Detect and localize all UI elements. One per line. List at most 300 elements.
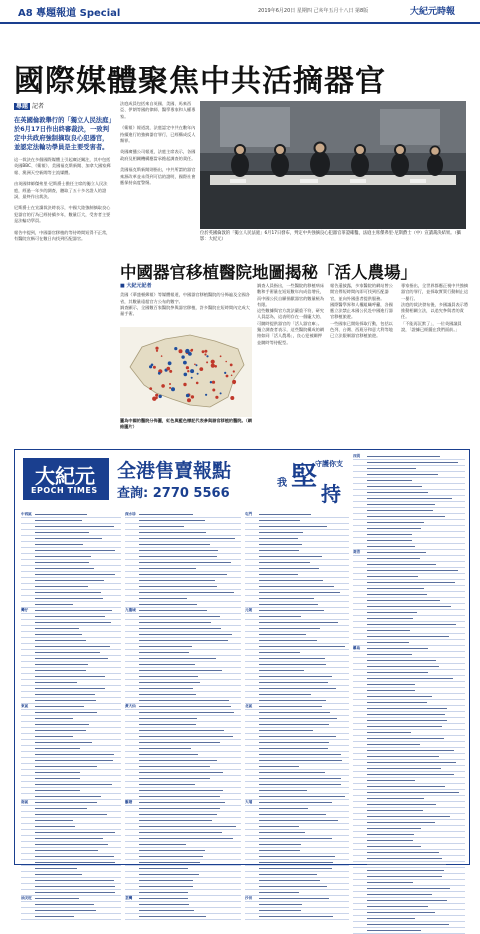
paragraph: 國際醫學界和人權組織呼籲，各國應立法禁止本國公民赴中國進行器官移植旅遊。 bbox=[330, 301, 393, 320]
paragraph: 報告還披露，多家醫院的網站曾公開宣傳短時間內即可找到匹配器官，並向外國患者提供服務。 bbox=[330, 283, 393, 301]
vendor-address-line bbox=[367, 876, 442, 878]
hospital-marker bbox=[156, 397, 158, 399]
vendor-address-line bbox=[139, 538, 235, 540]
vendor-address-line bbox=[139, 778, 210, 780]
vendor-address-line bbox=[35, 658, 108, 660]
vendor-address-line bbox=[367, 870, 444, 872]
slogan-char: 守護你支 bbox=[315, 459, 343, 468]
hospital-marker bbox=[230, 364, 233, 367]
hospital-marker bbox=[191, 377, 193, 379]
vendor-address-line bbox=[259, 724, 329, 726]
logo-chinese: 大紀元 bbox=[35, 464, 95, 488]
vendor-address-line bbox=[367, 702, 427, 704]
hospital-marker bbox=[196, 364, 198, 366]
article-middle-column bbox=[120, 101, 196, 186]
vendor-address-line bbox=[367, 792, 459, 794]
vendor-address-line bbox=[139, 904, 189, 906]
vendor-address-line bbox=[367, 546, 415, 548]
vendor-address-line bbox=[35, 706, 84, 708]
vendor-address-line bbox=[259, 874, 317, 876]
hospital-marker bbox=[226, 375, 229, 378]
vendor-address-line bbox=[259, 904, 302, 906]
vendor-address-line bbox=[259, 796, 345, 798]
hospital-marker bbox=[149, 365, 152, 368]
slogan-char: 持 bbox=[321, 482, 341, 506]
vendor-address-line bbox=[139, 760, 217, 762]
vendor-address-line bbox=[259, 664, 326, 666]
hospital-marker bbox=[158, 372, 161, 375]
vendor-address-line bbox=[367, 726, 442, 728]
vendor-address-line bbox=[139, 634, 232, 636]
vendor-address-line bbox=[35, 694, 95, 696]
vendor-address-line bbox=[35, 790, 80, 792]
paragraph: 專家指出，全世界都應正視中共強摘器官的罪行，並採取實質行動制止這一暴行。 bbox=[401, 283, 469, 301]
vendor-address-line bbox=[35, 850, 98, 852]
vendor-address-line bbox=[367, 834, 414, 836]
vendor-address-line bbox=[139, 874, 199, 876]
vendor-address-line bbox=[35, 718, 73, 720]
vendor-address-line bbox=[367, 594, 427, 596]
vendor-address-line bbox=[35, 844, 108, 846]
vendor-address-line bbox=[139, 628, 221, 630]
vendor-address-line bbox=[139, 520, 205, 522]
vendor-address-line bbox=[139, 550, 218, 552]
vendor-address-line bbox=[139, 802, 225, 804]
vendor-address-line bbox=[139, 526, 184, 528]
vendor-address-line bbox=[35, 556, 91, 558]
vendor-address-line bbox=[367, 744, 420, 746]
paragraph: 調查人員指出，一些醫院的移植病床數和手術量在短短數年內成倍增長，而中國公民自願捐獻器官的數量極為有限。 bbox=[257, 283, 325, 307]
vendor-address-line bbox=[259, 892, 299, 894]
vendor-address-line bbox=[35, 778, 80, 780]
vendor-address-line bbox=[139, 838, 233, 840]
hospital-marker bbox=[233, 382, 235, 384]
vendor-address-line bbox=[139, 718, 197, 720]
hospital-marker bbox=[161, 355, 163, 357]
vendor-address-line bbox=[367, 474, 438, 476]
vendor-address-line bbox=[367, 636, 449, 638]
vendor-row bbox=[245, 914, 349, 920]
vendor-address-line bbox=[35, 904, 94, 906]
vendor-address-line bbox=[35, 868, 77, 870]
vendor-address-line bbox=[35, 736, 73, 738]
vendor-address-line bbox=[35, 862, 115, 864]
hospital-marker bbox=[155, 394, 158, 397]
hospital-marker bbox=[196, 382, 199, 385]
vendor-address-line bbox=[367, 750, 454, 752]
vendor-address-line bbox=[367, 918, 415, 920]
author-tag bbox=[14, 101, 112, 110]
vendor-address-line bbox=[259, 790, 307, 792]
map-caption: 圖為中國的醫院分佈圖，紅色與藍色標記代表參與器官移植的醫院。（網絡圖片） bbox=[120, 418, 252, 429]
hospital-marker bbox=[181, 355, 184, 358]
vendor-address-line bbox=[367, 660, 436, 662]
vendor-address-line bbox=[139, 532, 206, 534]
paragraph: 尼斯爵士在宣讀裁決時表示，中國大陸強制摘取良心犯器官的行為已經持續多年，數量巨大，受害者主要是法輪功學員。 bbox=[14, 205, 111, 224]
masthead-logo: 大紀元時報 bbox=[410, 7, 456, 17]
paragraph: 一些國家已開始採取行動，包括以色列、台灣、西班牙和意大利等地已立法限制器官移植旅遊。 bbox=[330, 320, 393, 339]
epoch-times-logo bbox=[23, 458, 109, 500]
vendor-address-line bbox=[35, 664, 88, 666]
hospital-marker bbox=[191, 395, 194, 398]
vendor-address-line bbox=[139, 916, 206, 918]
vendor-address-line bbox=[35, 592, 101, 594]
vendor-address-line bbox=[35, 562, 89, 564]
vendor-address-line bbox=[35, 598, 103, 600]
district-label: 西貢 bbox=[353, 454, 361, 458]
vendor-address-line bbox=[367, 630, 410, 632]
vendor-address-line bbox=[139, 856, 203, 858]
vendor-address-line bbox=[367, 864, 446, 866]
vendor-address-line bbox=[139, 664, 195, 666]
vendor-address-line bbox=[139, 640, 228, 642]
vendor-address-line bbox=[367, 552, 426, 554]
vendor-address-line bbox=[259, 694, 311, 696]
slogan-char: 堅 bbox=[291, 462, 318, 492]
vendor-row bbox=[353, 928, 465, 934]
directory-column bbox=[125, 512, 241, 920]
vendor-address-line bbox=[139, 652, 189, 654]
vendor-address-line bbox=[259, 574, 298, 576]
vendor-address-line bbox=[35, 886, 115, 888]
vendor-address-line bbox=[367, 624, 456, 626]
vendor-address-line bbox=[259, 748, 328, 750]
vendor-address-line bbox=[139, 850, 205, 852]
vendor-address-line bbox=[139, 568, 196, 570]
paragraph: 美國《華盛頓郵報》等媒體報道，中國器官移植醫院的分佈遍及全國各省，其數量遠超官方公布的數字。 bbox=[120, 292, 250, 304]
vendor-address-line bbox=[35, 880, 114, 882]
vendor-address-line bbox=[259, 616, 301, 618]
vendor-address-line bbox=[259, 598, 314, 600]
district-label: 黃大仙 bbox=[125, 704, 136, 708]
district-label: 荃灣 bbox=[125, 896, 133, 900]
article2-column-2 bbox=[257, 283, 325, 443]
vendor-address-line bbox=[367, 924, 449, 926]
vendor-address-line bbox=[259, 868, 332, 870]
vendor-address-line bbox=[259, 760, 342, 762]
vendor-address-line bbox=[259, 676, 332, 678]
vendor-address-line bbox=[35, 796, 101, 798]
vendor-address-line bbox=[35, 676, 105, 678]
vendor-address-line bbox=[35, 892, 115, 894]
vendor-address-line bbox=[259, 550, 299, 552]
vendor-address-line bbox=[35, 730, 86, 732]
hospital-marker bbox=[220, 392, 222, 394]
hospital-marker bbox=[194, 364, 196, 366]
page-headline: 國際媒體聚焦中共活摘器官 bbox=[14, 64, 386, 99]
vendor-address-line bbox=[139, 592, 234, 594]
vendor-address-line bbox=[35, 646, 110, 648]
vendor-address-line bbox=[35, 874, 82, 876]
vendor-address-line bbox=[139, 562, 231, 564]
vendor-address-line bbox=[35, 742, 92, 744]
author-name: 記者 bbox=[31, 103, 44, 110]
vendor-address-line bbox=[367, 480, 412, 482]
vendor-address-line bbox=[35, 580, 104, 582]
district-label: 元朗 bbox=[245, 608, 253, 612]
hospital-marker bbox=[190, 369, 194, 373]
vendor-address-line bbox=[259, 838, 332, 840]
vendor-address-line bbox=[259, 586, 334, 588]
vendor-address-line bbox=[139, 796, 220, 798]
paragraph: 這一裁決在多個國際媒體上引起廣泛關注，其中包括英國BBC、《衛報》、美國福克斯新聞、加拿大國家郵報、澳洲天空新聞等主流媒體。 bbox=[14, 157, 111, 175]
vendor-address-line bbox=[259, 514, 311, 516]
hospital-marker bbox=[231, 375, 233, 377]
vendor-address-line bbox=[367, 738, 444, 740]
vendor-address-line bbox=[35, 682, 77, 684]
vendor-address-line bbox=[259, 682, 328, 684]
vendor-address-line bbox=[367, 534, 412, 536]
vendor-address-line bbox=[35, 568, 94, 570]
vendor-address-line bbox=[259, 688, 336, 690]
paragraph: 英國廣播公司報道，法庭主席表示，各國政府及相關機構應當承擔起調查的責任。 bbox=[120, 149, 196, 161]
ad-slogan bbox=[277, 456, 347, 510]
vendor-address-line bbox=[259, 808, 308, 810]
vendor-address-line bbox=[35, 724, 89, 726]
vendor-address-line bbox=[367, 846, 421, 848]
vendor-address-line bbox=[259, 706, 322, 708]
vendor-address-line bbox=[367, 810, 423, 812]
vendor-address-line bbox=[259, 784, 341, 786]
vendor-address-line bbox=[139, 724, 196, 726]
vendor-address-line bbox=[367, 612, 417, 614]
vendor-address-line bbox=[35, 700, 96, 702]
vendor-address-line bbox=[139, 748, 191, 750]
vendor-address-line bbox=[259, 622, 338, 624]
paragraph: 《衛報》報道說，法庭認定中共在數年內持續進行的強摘器官罪行，已經構成反人類罪。 bbox=[120, 125, 196, 144]
vendor-address-line bbox=[35, 538, 102, 540]
vendor-address-line bbox=[367, 906, 428, 908]
vendor-address-line bbox=[139, 544, 210, 546]
vendor-address-line bbox=[139, 736, 233, 738]
article2-byline: ■ 大紀元記者 bbox=[120, 283, 152, 289]
hospital-marker bbox=[149, 387, 152, 390]
vendor-address-line bbox=[367, 486, 422, 488]
paragraph: 這些數據與官方說法嚴重不符，研究人員認為，這表明存在一個龐大的、可隨時提供器官的「活人器官庫」。 bbox=[257, 308, 325, 326]
paragraph: 調查顯示，全國數百家醫院參與器官移植，許多醫院在短時間內完成大量手術。 bbox=[120, 304, 250, 317]
vendor-address-line bbox=[35, 760, 113, 762]
vendor-address-line bbox=[35, 766, 97, 768]
district-label: 九龍城 bbox=[125, 608, 136, 612]
vendor-address-line bbox=[139, 814, 217, 816]
vendor-address-line bbox=[139, 862, 200, 864]
vendor-address-line bbox=[259, 856, 335, 858]
vendor-address-line bbox=[139, 514, 193, 516]
vendor-address-line bbox=[367, 558, 420, 560]
vendor-address-line bbox=[139, 910, 194, 912]
hospital-marker bbox=[212, 389, 215, 392]
district-label: 油尖旺 bbox=[21, 896, 32, 900]
hospital-marker bbox=[202, 350, 205, 353]
vendor-address-line bbox=[367, 582, 455, 584]
vendor-address-line bbox=[35, 802, 97, 804]
vendor-address-line bbox=[35, 814, 107, 816]
vendor-address-line bbox=[35, 544, 83, 546]
vendor-address-line bbox=[139, 712, 234, 714]
vendor-address-line bbox=[139, 766, 210, 768]
vendor-address-line bbox=[367, 840, 413, 842]
vendor-address-line bbox=[367, 672, 428, 674]
vendor-address-line bbox=[367, 774, 454, 776]
vendor-address-line bbox=[259, 640, 317, 642]
vendor-address-line bbox=[139, 730, 224, 732]
vendor-address-line bbox=[259, 880, 320, 882]
vendor-address-line bbox=[367, 894, 432, 896]
vendor-address-line bbox=[367, 678, 453, 680]
vendor-address-line bbox=[139, 754, 198, 756]
hospital-marker bbox=[204, 353, 206, 355]
vendor-address-line bbox=[367, 804, 436, 806]
vendor-address-line bbox=[367, 930, 421, 932]
district-label: 灣仔 bbox=[21, 608, 29, 612]
vendor-address-line bbox=[259, 526, 327, 528]
hospital-marker bbox=[155, 347, 158, 350]
vendor-address-line bbox=[139, 706, 231, 708]
vendor-address-line bbox=[259, 562, 310, 564]
vendor-address-line bbox=[259, 532, 303, 534]
vendor-address-line bbox=[35, 754, 114, 756]
vendor-address-line bbox=[259, 730, 313, 732]
district-label: 北區 bbox=[245, 704, 253, 708]
hospital-marker bbox=[212, 381, 215, 384]
logo-english: EPOCH TIMES bbox=[31, 486, 98, 495]
vendor-address-line bbox=[139, 598, 187, 600]
vendor-address-line bbox=[367, 654, 412, 656]
hospital-marker bbox=[179, 349, 183, 353]
vendor-address-line bbox=[35, 826, 75, 828]
section-label: A8 專題報道 Special bbox=[18, 8, 121, 19]
district-label: 大埔 bbox=[245, 800, 253, 804]
vendor-address-line bbox=[35, 616, 105, 618]
vendor-address-line bbox=[35, 604, 73, 606]
vendor-address-line bbox=[139, 898, 188, 900]
vendor-address-line bbox=[259, 646, 345, 648]
vendor-address-line bbox=[139, 784, 195, 786]
vendor-address-line bbox=[367, 606, 451, 608]
hospital-marker bbox=[211, 364, 215, 368]
vendor-address-line bbox=[259, 670, 304, 672]
vendor-address-line bbox=[35, 712, 97, 714]
vendor-address-line bbox=[367, 708, 447, 710]
hospital-marker bbox=[183, 383, 186, 386]
vendor-address-line bbox=[35, 628, 79, 630]
vendor-address-line bbox=[139, 604, 197, 606]
vendor-address-line bbox=[139, 886, 193, 888]
hospital-marker bbox=[156, 350, 158, 352]
vendor-address-line bbox=[139, 580, 215, 582]
vendor-address-line bbox=[367, 696, 432, 698]
vendor-address-line bbox=[139, 688, 193, 690]
hospital-marker bbox=[152, 397, 156, 401]
paragraph: 報告中提到，中國器官移植的等待時間短得不正常，有醫院宣稱可在數日內找到匹配器官。 bbox=[14, 229, 111, 242]
vendor-address-line bbox=[35, 514, 87, 516]
vendor-address-line bbox=[35, 898, 79, 900]
paragraph: 「不能再沉默了」，一位英國議員說，「證據已經擺在我們面前。」 bbox=[401, 320, 462, 333]
vendor-address-line bbox=[35, 910, 96, 912]
vendor-address-line bbox=[367, 798, 424, 800]
vendor-address-line bbox=[259, 580, 323, 582]
vendor-address-line bbox=[139, 694, 196, 696]
district-label: 中西區 bbox=[21, 512, 32, 516]
vendor-address-line bbox=[139, 868, 188, 870]
vendor-address-line bbox=[139, 586, 217, 588]
vendor-address-line bbox=[139, 826, 236, 828]
vendor-address-line bbox=[367, 618, 413, 620]
vendor-address-line bbox=[367, 570, 458, 572]
hospital-marker bbox=[190, 349, 193, 352]
vendor-address-line bbox=[259, 802, 332, 804]
hospital-marker bbox=[206, 355, 208, 357]
district-label: 屯門 bbox=[245, 512, 253, 516]
vendor-address-line bbox=[367, 522, 424, 524]
hospital-marker bbox=[233, 370, 235, 372]
vendor-address-line bbox=[139, 574, 227, 576]
vendor-address-line bbox=[367, 732, 411, 734]
vendor-address-line bbox=[367, 600, 440, 602]
vendor-address-line bbox=[367, 498, 452, 500]
vendor-address-line bbox=[35, 622, 111, 624]
vendor-address-line bbox=[259, 754, 341, 756]
vendor-address-line bbox=[259, 658, 325, 660]
district-label: 觀塘 bbox=[125, 800, 133, 804]
vendor-address-line bbox=[259, 772, 325, 774]
district-label: 離島 bbox=[353, 646, 361, 650]
hospital-marker bbox=[210, 381, 212, 383]
district-label: 深水埗 bbox=[125, 512, 136, 516]
vendor-address-line bbox=[367, 912, 435, 914]
hospital-marker bbox=[171, 387, 175, 391]
hospital-marker bbox=[199, 367, 203, 371]
vendor-address-line bbox=[35, 652, 100, 654]
article2-column-4 bbox=[401, 283, 468, 443]
vendor-address-line bbox=[367, 456, 440, 458]
vendor-address-line bbox=[139, 790, 223, 792]
vendor-address-line bbox=[259, 700, 326, 702]
vendor-address-line bbox=[35, 610, 112, 612]
ad-header bbox=[15, 450, 273, 510]
vendor-address-line bbox=[367, 462, 458, 464]
vendor-address-line bbox=[139, 610, 207, 612]
hospital-marker bbox=[215, 396, 218, 399]
hospital-marker bbox=[220, 355, 222, 357]
hospital-marker bbox=[186, 366, 189, 369]
vendor-address-line bbox=[35, 550, 115, 552]
hospital-marker bbox=[197, 373, 199, 375]
directory-column bbox=[353, 454, 465, 934]
vendor-address-line bbox=[35, 634, 82, 636]
paragraph: 法庭成員包括來自英國、美國、馬來西亞、伊朗等國的律師、醫學專家和人權專家。 bbox=[120, 101, 196, 119]
vendor-address-line bbox=[259, 742, 329, 744]
vendor-address-line bbox=[139, 808, 220, 810]
hospital-marker bbox=[204, 350, 207, 353]
vendor-address-line bbox=[35, 832, 115, 834]
vendor-address-line bbox=[35, 574, 115, 576]
vendor-address-line bbox=[259, 766, 299, 768]
article2-column-1 bbox=[120, 283, 252, 317]
vendor-address-line bbox=[139, 658, 216, 660]
vendor-address-line bbox=[259, 814, 326, 816]
hospital-marker bbox=[184, 373, 188, 377]
hospital-marker bbox=[224, 372, 226, 374]
hospital-marker bbox=[206, 361, 208, 363]
vendor-address-line bbox=[367, 822, 435, 824]
vendor-address-line bbox=[139, 676, 198, 678]
hospital-marker bbox=[153, 366, 156, 369]
vendor-address-line bbox=[35, 520, 82, 522]
vendor-address-line bbox=[35, 688, 105, 690]
article2-column-3 bbox=[330, 283, 396, 443]
hospital-marker bbox=[159, 395, 162, 398]
